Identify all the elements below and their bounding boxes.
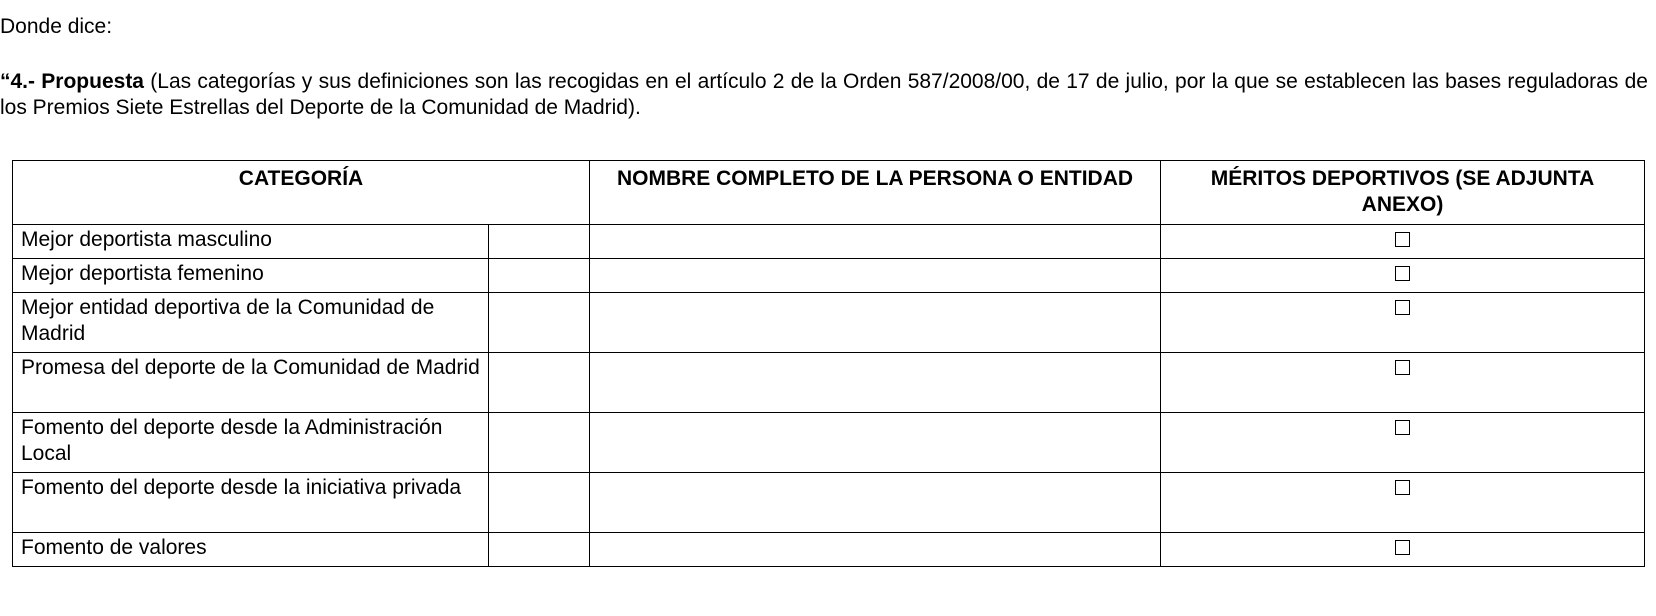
header-category: CATEGORÍA — [13, 161, 590, 225]
table-row — [13, 259, 1645, 293]
category-cell: Mejor entidad deportiva de la Comunidad de Madrid — [13, 293, 489, 353]
extra-cell[interactable] — [489, 533, 590, 567]
merits-cell — [1161, 293, 1645, 353]
header-name: NOMBRE COMPLETO DE LA PERSONA O ENTIDAD — [590, 161, 1161, 225]
merits-checkbox[interactable] — [1395, 540, 1410, 555]
table-row — [13, 353, 1645, 413]
extra-cell[interactable] — [489, 473, 590, 533]
merits-checkbox[interactable] — [1395, 360, 1410, 375]
merits-checkbox[interactable] — [1395, 480, 1410, 495]
extra-cell[interactable] — [489, 225, 590, 259]
merits-cell — [1161, 473, 1645, 533]
name-cell[interactable] — [590, 259, 1161, 293]
header-merits: MÉRITOS DEPORTIVOS (SE ADJUNTA ANEXO) — [1161, 161, 1645, 225]
merits-cell — [1161, 533, 1645, 567]
table-row — [13, 533, 1645, 567]
merits-cell — [1161, 225, 1645, 259]
category-cell: Mejor deportista femenino — [13, 259, 489, 293]
merits-cell — [1161, 353, 1645, 413]
merits-checkbox[interactable] — [1395, 232, 1410, 247]
table-row — [13, 413, 1645, 473]
nominations-table — [12, 160, 1645, 567]
category-cell: Mejor deportista masculino — [13, 225, 489, 259]
proposal-body: (Las categorías y sus definiciones son las recogidas en el artículo 2 de la Orden 587/2008/00, de 17 de julio, por la que se establecen las bases reguladoras de los Premios Siete Estrellas del Deporte de la Comunidad de Madrid). — [0, 70, 1648, 119]
name-cell[interactable] — [590, 473, 1161, 533]
extra-cell[interactable] — [489, 413, 590, 473]
extra-cell[interactable] — [489, 293, 590, 353]
table-row — [13, 473, 1645, 533]
name-cell[interactable] — [590, 533, 1161, 567]
proposal-lead: “4.- Propuesta — [0, 70, 144, 93]
table-header-row — [13, 161, 1645, 225]
merits-cell — [1161, 259, 1645, 293]
merits-checkbox[interactable] — [1395, 420, 1410, 435]
table-row — [13, 293, 1645, 353]
name-cell[interactable] — [590, 353, 1161, 413]
merits-checkbox[interactable] — [1395, 266, 1410, 281]
merits-cell — [1161, 413, 1645, 473]
name-cell[interactable] — [590, 225, 1161, 259]
table-row — [13, 225, 1645, 259]
extra-cell[interactable] — [489, 353, 590, 413]
category-cell: Fomento del deporte desde la Administración Local — [13, 413, 489, 473]
name-cell[interactable] — [590, 413, 1161, 473]
category-cell: Promesa del deporte de la Comunidad de Madrid — [13, 353, 489, 413]
proposal-paragraph — [0, 69, 1648, 121]
name-cell[interactable] — [590, 293, 1161, 353]
extra-cell[interactable] — [489, 259, 590, 293]
intro-text: Donde dice: — [0, 15, 113, 38]
category-cell: Fomento del deporte desde la iniciativa privada — [13, 473, 489, 533]
category-cell: Fomento de valores — [13, 533, 489, 567]
merits-checkbox[interactable] — [1395, 300, 1410, 315]
